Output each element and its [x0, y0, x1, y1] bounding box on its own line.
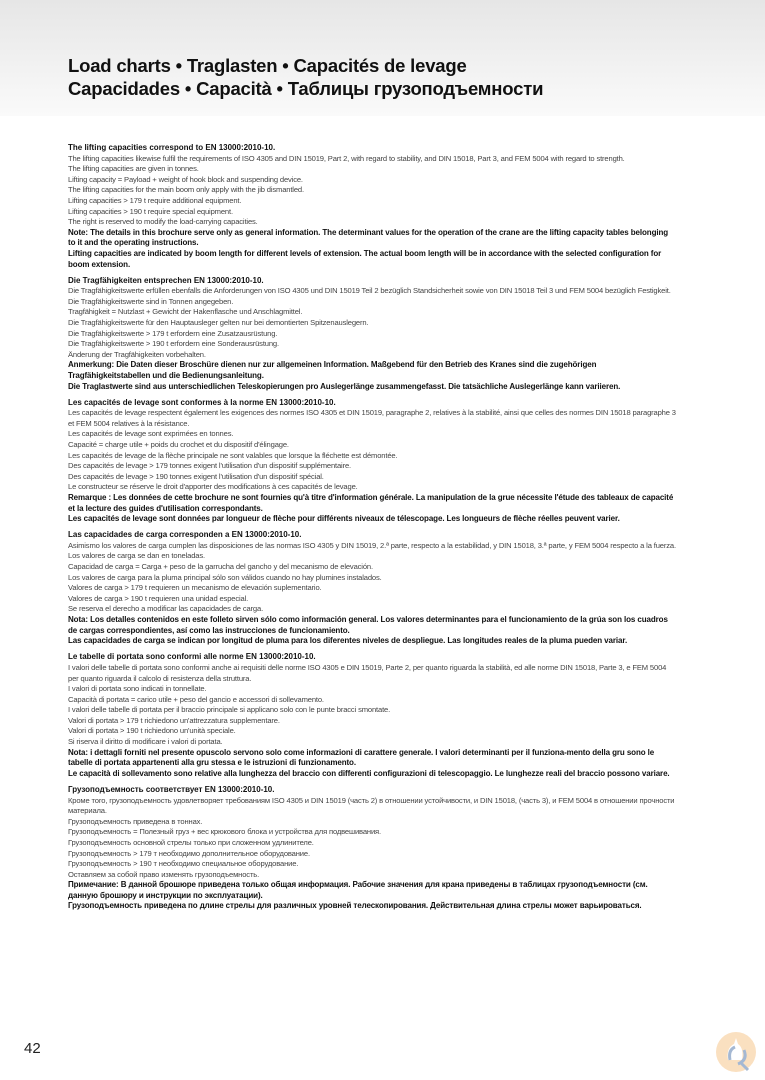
section-line: Грузоподъемность приведена в тоннах. — [68, 816, 203, 826]
text-section — [68, 276, 676, 393]
section-line: Грузоподъемность основной стрелы только при сложенном удлинителе. — [68, 837, 314, 847]
section-line: Si riserva il diritto di modificare i valori di portata. — [68, 737, 223, 747]
section-line: The lifting capacities likewise fulfil the requirements of ISO 4305 and DIN 15019, Part 2, with regard to stability, and DIN 15018, Part 3, and FEM 5004 with regard to strength. — [68, 153, 625, 163]
section-heading: Les capacités de levage sont conformes à la norme EN 13000:2010-10. — [68, 397, 336, 407]
section-line: Lifting capacities > 190 t require special equipment. — [68, 206, 233, 216]
section-line: Valores de carga > 179 t requieren un mecanismo de elevación suplementario. — [68, 583, 322, 593]
section-line: Lifting capacity = Payload + weight of hook block and suspending device. — [68, 174, 303, 184]
text-section — [68, 398, 676, 525]
section-line: The lifting capacities are given in tonnes. — [68, 164, 199, 174]
section-heading: Le tabelle di portata sono conformi alle norme EN 13000:2010-10. — [68, 652, 316, 662]
section-line: Lifting capacities > 179 t require additional equipment. — [68, 195, 242, 205]
section-line: Änderung der Tragfähigkeiten vorbehalten. — [68, 349, 206, 359]
section-heading: Las capacidades de carga corresponden a EN 13000:2010-10. — [68, 530, 302, 540]
section-line: Valori di portata > 190 t richiedono un'unità speciale. — [68, 726, 236, 736]
section-line: Les capacités de levage de la flèche principale ne sont valables que lorsque la fléchette est démontée. — [68, 450, 398, 460]
section-line: Tragfähigkeit = Nutzlast + Gewicht der Hakenflasche und Anschlagmittel. — [68, 307, 303, 317]
section-line: Грузоподъемность = Полезный груз + вес крюкового блока и устройства для подвешивания. — [68, 827, 381, 837]
section-line: Оставляем за собой право изменять грузоподъемность. — [68, 869, 260, 879]
section-heading: Грузоподъемность соответствует EN 13000:2010-10. — [68, 784, 275, 794]
section-line: Des capacités de levage > 179 tonnes exigent l'utilisation d'un dispositif supplémentaire. — [68, 461, 351, 471]
section-line: Die Tragfähigkeitswerte > 179 t erfordern eine Zusatzausrüstung. — [68, 328, 278, 338]
section-line: Valori di portata > 179 t richiedono un'attrezzatura supplementare. — [68, 715, 280, 725]
section-line: I valori delle tabelle di portata sono conformi anche ai requisiti delle norme ISO 4305 e DIN 15019, Parte 2, per quanto riguarda la stabilità, ed alle norme DIN 15018, Parte 3, e FEM 5004 per quanto riguarda il calcolo di resistenza della struttura. — [68, 662, 667, 683]
section-note: Грузоподъемность приведена по длине стрелы для различных уровней телескопирования. Действительная длина стрелы может варьироваться. — [68, 901, 642, 911]
section-note: Le capacità di sollevamento sono relative alla lunghezza del braccio con differenti configurazioni di telescopaggio. Le lunghezze reali del braccio possono variare. — [68, 768, 670, 778]
section-note: Примечание: В данной брошюре приведена только общая информация. Рабочие значения для крана приведены в таблицах грузоподъемности (см. данную брошюру и инструкции по эксплуатации). — [68, 880, 648, 900]
section-line: The lifting capacities for the main boom only apply with the jib dismantled. — [68, 185, 304, 195]
section-line: Die Tragfähigkeitswerte > 190 t erfordern eine Sonderausrüstung. — [68, 339, 279, 349]
document-body — [68, 143, 676, 918]
section-line: Les capacités de levage sont exprimées en tonnes. — [68, 429, 234, 439]
section-note: Note: The details in this brochure serve only as general information. The determinant values for the operation of the crane are the lifting capacity tables belonging to it and the operating instructions. — [68, 227, 669, 248]
section-line: Capacidad de carga = Carga + peso de la garrucha del gancho y del mecanismo de elevación. — [68, 562, 373, 572]
section-note: Les capacités de levage sont données par longueur de flèche pour différents niveaux de télescopage. Les longueurs de flèche réelles peuvent varier. — [68, 514, 620, 524]
section-note: Lifting capacities are indicated by boom length for different levels of extension. The actual boom length will be in accordance with the selected configuration for boom extension. — [68, 248, 662, 269]
section-line: Die Tragfähigkeitswerte sind in Tonnen angegeben. — [68, 296, 234, 306]
section-line: Valores de carga > 190 t requieren una unidad especial. — [68, 593, 249, 603]
page-title-line-2: Capacidades • Capacità • Таблицы грузоподъемности — [68, 78, 544, 99]
section-line: Die Tragfähigkeitswerte für den Hauptausleger gelten nur bei demontierten Spitzenauslegern. — [68, 318, 369, 327]
page-number: 42 — [24, 1040, 41, 1057]
page-title — [68, 54, 543, 100]
section-line: Грузоподъемность > 179 т необходимо дополнительное оборудование. — [68, 848, 310, 858]
section-note: Nota: Los detalles contenidos en este folleto sirven sólo como información general. Los valores determinantes para el funcionamiento de la grúa son los cuadros de cargas correspondientes, así como las instrucciones de funcionamiento. — [68, 615, 668, 635]
section-note: Remarque : Les données de cette brochure ne sont fournies qu'à titre d'information générale. La manipulation de la grue nécessite l'étude des tableaux de capacité et la lecture des guides d'utilisation correspondants. — [68, 493, 674, 513]
section-line: Los valores de carga se dan en toneladas. — [68, 551, 205, 561]
section-note: Nota: i dettagli forniti nel presente opuscolo servono solo come informazioni di carattere generale. I valori determinanti per il funziona-mento della gru sono le tabelle di portata appartenenti alla gru stessa e le istruzioni di funzionamento. — [68, 747, 655, 768]
section-heading: The lifting capacities correspond to EN 13000:2010-10. — [68, 143, 276, 152]
section-line: Des capacités de levage > 190 tonnes exigent l'utilisation d'un dispositif spécial. — [68, 471, 324, 481]
section-line: I valori di portata sono indicati in tonnellate. — [68, 684, 207, 694]
section-line: Die Tragfähigkeitswerte erfüllen ebenfalls die Anforderungen von ISO 4305 und DIN 15019 Teil 2 bezüglich Standsicherheit sowie von DIN 15018 Teil 3 und FEM 5004 bezüglich Festigkeit. — [68, 286, 671, 296]
text-section — [68, 785, 676, 912]
section-line: Capacité = charge utile + poids du crochet et du dispositif d'élingage. — [68, 440, 289, 450]
section-line: The right is reserved to modify the load-carrying capacities. — [68, 217, 258, 227]
section-heading: Die Tragfähigkeiten entsprechen EN 13000:2010-10. — [68, 275, 264, 285]
section-line: Грузоподъемность > 190 т необходимо специальное оборудование. — [68, 859, 299, 869]
section-line: Le constructeur se réserve le droit d'apporter des modifications à ces capacités de levage. — [68, 482, 358, 492]
watermark-logo-icon — [714, 1030, 758, 1074]
text-section — [68, 652, 676, 779]
section-line: I valori delle tabelle di portata per il braccio principale si applicano solo con le punte bracci smontate. — [68, 705, 391, 715]
section-line: Les capacités de levage respectent également les exigences des normes ISO 4305 et DIN 15019, paragraphe 2, relatives à la stabilité, ainsi que celles des normes DIN 15018 paragraphe 3 et FEM 5004 relatives à la résistance. — [68, 408, 676, 428]
section-note: Die Traglastwerte sind aus unterschiedlichen Teleskopierungen pro Auslegerlänge zusammengefasst. Die tatsächliche Auslegerlänge kann variieren. — [68, 381, 621, 391]
section-note: Las capacidades de carga se indican por longitud de pluma para los diferentes niveles de despliegue. Las longitudes reales de la pluma pueden variar. — [68, 636, 628, 646]
page-title-line-1: Load charts • Traglasten • Capacités de levage — [68, 55, 467, 76]
text-section — [68, 530, 676, 647]
section-line: Capacità di portata = carico utile + peso del gancio e accessori di sollevamento. — [68, 694, 324, 704]
section-line: Asimismo los valores de carga cumplen las disposiciones de las normas ISO 4305 y DIN 15019, 2.ª parte, respecto a la estabilidad, y DIN 15018, 3.ª parte, y FEM 5004 respecto a la fuerza. — [68, 540, 676, 550]
text-section — [68, 143, 676, 270]
section-line: Se reserva el derecho a modificar las capacidades de carga. — [68, 604, 264, 614]
section-line: Los valores de carga para la pluma principal sólo son válidos cuando no hay plumines instalados. — [68, 572, 382, 582]
section-line: Кроме того, грузоподъемность удовлетворяет требованиям ISO 4305 и DIN 15019 (часть 2) в отношении устойчивости, и DIN 15018, (часть 3), и FEM 5004 в отношении прочности материала. — [68, 795, 675, 816]
page-header — [0, 0, 765, 116]
section-note: Anmerkung: Die Daten dieser Broschüre dienen nur zur allgemeinen Information. Maßgebend für den Betrieb des Kranes sind die zugehörigen Tragfähigkeitstabellen und die Bedienungsanleitung. — [68, 360, 597, 380]
